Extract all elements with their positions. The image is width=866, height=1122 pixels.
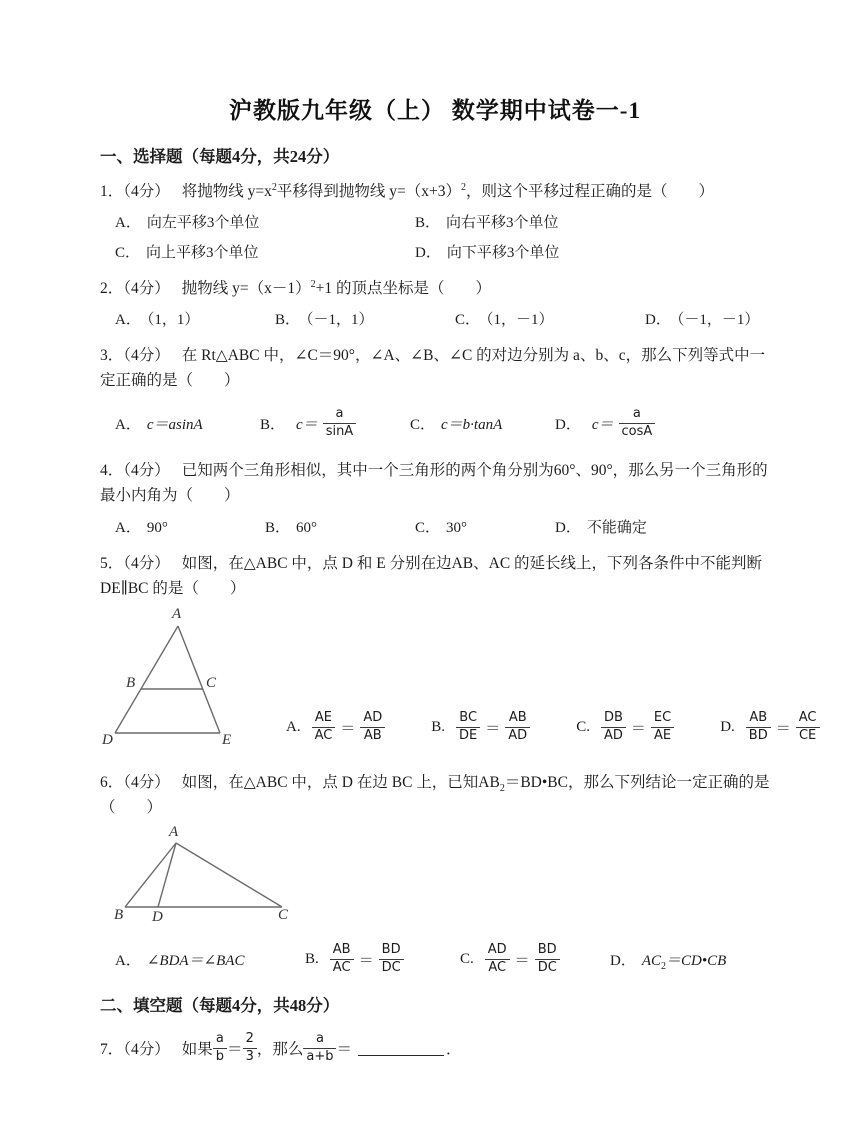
option-a [115, 308, 275, 329]
fraction-denominator: AC [488, 959, 507, 975]
fraction [330, 943, 354, 976]
option-d [720, 711, 819, 744]
stem-text: 将抛物线 y=x [181, 183, 272, 200]
stem-text: ＝BD•BC，那么下列结论一定正确的是 [504, 773, 770, 791]
option-text: 向左平移3个单位 [146, 215, 260, 232]
answer-blank [358, 1041, 444, 1056]
vertex-label-c: C [206, 674, 217, 691]
option-a [286, 711, 385, 744]
fraction [505, 711, 530, 744]
fraction [651, 711, 674, 744]
fraction-numerator: BC [456, 711, 480, 728]
option-label: D． [645, 312, 671, 329]
question-1-options [100, 211, 770, 262]
option-text: 向下平移3个单位 [446, 245, 560, 262]
option-label: C. [576, 718, 590, 735]
section-choice-heading: 一、选择题（每题4分，共24分） [100, 147, 340, 166]
vertex-label-c: C [278, 906, 289, 923]
stem-text: 在 Rt△ABC 中，∠C＝90°，∠A、∠B、∠C 的对边分别为 a、b、c，那么下列等式中一定正确的是（ ） [100, 347, 766, 390]
option-text: 不能确定 [586, 519, 647, 536]
option-label: C． [115, 245, 141, 262]
option-a [115, 211, 415, 232]
stem-text: ，那么 [256, 1041, 304, 1059]
formula-prefix: c＝ [296, 417, 318, 434]
superscript: 2 [461, 181, 466, 193]
question-1-number: 1．（4分） [100, 183, 170, 200]
vertex-label-b: B [126, 674, 136, 691]
vertex-label-b: B [114, 906, 124, 923]
option-d [645, 308, 770, 329]
fraction-numerator: 2 [243, 1032, 257, 1049]
fraction-numerator: AC [796, 711, 820, 728]
option-label: A． [115, 417, 141, 434]
option-c [455, 308, 645, 329]
question-6-figure [114, 823, 304, 929]
fraction [601, 711, 626, 744]
fraction [746, 711, 771, 744]
option-text: 向右平移3个单位 [446, 215, 559, 232]
fraction-numerator: AD [360, 711, 385, 728]
question-2-options [100, 308, 770, 329]
option-label: A． [115, 215, 141, 232]
equals-sign: ＝ [340, 720, 356, 737]
fraction [796, 711, 820, 744]
fraction-denominator: AC [314, 727, 333, 743]
fraction-numerator: AB [746, 711, 771, 728]
vertex-label-a: A [169, 823, 179, 840]
fraction-denominator: DE [459, 727, 478, 743]
subscript: 2 [499, 782, 505, 794]
question-5-body [100, 605, 817, 754]
option-b [260, 407, 410, 440]
fraction-denominator: sinA [325, 424, 354, 440]
option-label: B. [305, 950, 319, 967]
option-formula: ∠BDA＝∠BAC [146, 952, 245, 969]
fraction-denominator: AB [363, 727, 382, 743]
vertex-label-d: D [152, 908, 163, 925]
option-d [415, 241, 770, 262]
option-b [305, 943, 460, 976]
equals-sign: ＝ [630, 720, 646, 737]
superscript: 2 [310, 278, 316, 290]
fraction-denominator: DC [537, 959, 557, 975]
fraction [303, 1032, 336, 1065]
formula-prefix: AC [641, 952, 662, 969]
fraction-denominator: b [215, 1048, 225, 1064]
question-7-number: 7．（4分） [100, 1041, 170, 1059]
option-text: 90° [146, 519, 168, 536]
fraction-denominator: AE [654, 727, 672, 743]
fraction [619, 407, 656, 440]
option-label: D. [720, 718, 735, 735]
option-text: （－1，－1） [676, 312, 760, 329]
question-3 [100, 343, 770, 440]
option-label: A． [115, 519, 141, 536]
option-c [576, 711, 674, 744]
question-6-options [100, 943, 770, 976]
question-5 [100, 551, 817, 754]
fraction [323, 407, 357, 440]
option-label: A． [115, 952, 141, 969]
option-c [410, 413, 555, 434]
question-2-number: 2．（4分） [100, 280, 170, 298]
fraction-denominator: DC [381, 959, 401, 975]
option-label: A. [286, 718, 301, 735]
fraction [243, 1032, 257, 1065]
option-b [265, 516, 415, 537]
option-formula: c＝b·tanA [441, 417, 503, 434]
option-label: C. [460, 950, 474, 967]
question-6 [100, 770, 770, 976]
option-text: 30° [446, 519, 468, 536]
option-label: A． [115, 312, 141, 329]
option-text: 60° [296, 519, 318, 536]
fraction [456, 711, 480, 744]
fraction-denominator: 3 [245, 1048, 254, 1064]
question-1-stem [100, 179, 770, 204]
stem-text: +1 的顶点坐标是（ ） [315, 280, 492, 298]
section-fill-heading: 二、填空题（每题4分，共48分） [100, 995, 340, 1015]
question-4-options [100, 516, 770, 537]
formula-suffix: ＝CD•CB [666, 952, 727, 969]
option-d [555, 516, 770, 537]
fraction-numerator: BD [379, 943, 404, 960]
option-text: 向上平移3个单位 [146, 245, 259, 262]
stem-text: （ ） [100, 798, 163, 816]
fraction-numerator: AD [485, 943, 510, 960]
option-label: C． [455, 312, 481, 329]
question-5-options [286, 711, 820, 754]
question-2 [100, 276, 770, 329]
fraction-numerator: a [619, 407, 656, 424]
page-title: 沪教版九年级（上） 数学期中试卷一-1 [229, 98, 641, 123]
equals-sign: ＝ [485, 720, 501, 737]
option-c [115, 241, 415, 262]
question-3-options [100, 407, 770, 440]
question-3-number: 3．（4分） [100, 347, 170, 365]
equals-sign: ＝ [336, 1041, 352, 1059]
question-5-number: 5．（4分） [100, 554, 170, 572]
fraction-numerator: BD [535, 943, 560, 960]
option-label: D． [610, 952, 636, 969]
option-label: B. [431, 718, 446, 735]
option-d [555, 407, 770, 440]
question-5-stem [100, 551, 770, 601]
option-b [415, 211, 770, 232]
fraction-denominator: AD [603, 727, 623, 743]
option-d [610, 949, 726, 970]
option-text: （1，－1） [486, 312, 554, 329]
fraction [360, 711, 385, 744]
option-text: （1，1） [146, 312, 200, 329]
option-label: C． [410, 417, 436, 434]
fraction-denominator: AD [508, 727, 528, 743]
fraction-numerator: AE [312, 711, 336, 728]
option-label: D． [415, 245, 441, 262]
equals-sign: ＝ [358, 952, 374, 969]
question-3-stem [100, 343, 770, 393]
fraction [213, 1032, 227, 1065]
superscript: 2 [271, 181, 277, 193]
stem-text: 已知两个三角形相似，其中一个三角形的两个角分别为60°、90°，那么另一个三角形的最小内角为（ ） [100, 462, 768, 505]
option-c [415, 516, 555, 537]
triangle-figure [114, 827, 304, 929]
question-5-figure [100, 605, 250, 754]
vertex-label-d: D [102, 731, 113, 748]
stem-text: 如图，在△ABC 中，点 D 和 E 分别在边AB、AC 的延长线上，下列各条件中不能判断 DE∥BC 的是（ ） [100, 554, 763, 597]
fraction-denominator: cosA [621, 424, 653, 440]
option-formula: c＝asinA [146, 417, 203, 434]
fraction [485, 943, 510, 976]
question-1 [100, 179, 770, 262]
question-6-number: 6．（4分） [100, 773, 170, 791]
fraction-numerator: a [303, 1032, 336, 1049]
question-2-stem [100, 276, 770, 301]
question-4 [100, 458, 770, 536]
fraction-denominator: BD [748, 727, 768, 743]
stem-text: 平移得到抛物线 y=（x+3） [276, 183, 461, 200]
option-label: C． [415, 519, 441, 536]
fraction-numerator: AB [330, 943, 354, 960]
stem-text: 如图，在△ABC 中，点 D 在边 BC 上，已知AB [181, 773, 500, 791]
option-label: B． [415, 215, 441, 232]
equals-sign: ＝ [227, 1041, 243, 1059]
option-label: B． [260, 417, 286, 434]
option-a [115, 949, 305, 970]
subscript: 2 [661, 960, 667, 972]
question-6-stem [100, 770, 770, 820]
fraction [535, 943, 560, 976]
fraction-denominator: CE [798, 727, 817, 743]
fraction-numerator: DB [601, 711, 626, 728]
option-label: D． [555, 417, 581, 434]
stem-text: 抛物线 y=（x－1） [181, 280, 311, 298]
option-c [460, 943, 610, 976]
formula-prefix: c＝ [591, 417, 614, 434]
option-a [115, 516, 265, 537]
option-label: B． [275, 312, 301, 329]
question-7 [100, 1032, 770, 1065]
fraction [312, 711, 336, 744]
equals-sign: ＝ [514, 952, 530, 969]
stem-text: ． [446, 1041, 462, 1059]
fraction-numerator: AB [505, 711, 530, 728]
option-text: （－1，1） [306, 312, 374, 329]
fraction-numerator: a [323, 407, 357, 424]
vertex-label-a: A [172, 605, 182, 622]
fraction-numerator: a [213, 1032, 227, 1049]
option-a [115, 413, 260, 434]
question-4-number: 4．（4分） [100, 462, 170, 480]
option-b [431, 711, 530, 744]
question-7-stem [100, 1032, 770, 1065]
option-label: D． [555, 519, 581, 536]
fraction [379, 943, 404, 976]
option-label: B． [265, 519, 291, 536]
stem-text: 如果 [181, 1041, 213, 1059]
stem-text: ，则这个平移过程正确的是（ ） [466, 183, 715, 200]
equals-sign: ＝ [775, 720, 791, 737]
fraction-numerator: EC [651, 711, 674, 728]
vertex-label-e: E [222, 731, 232, 748]
question-4-stem [100, 458, 770, 508]
option-b [275, 308, 455, 329]
fraction-denominator: a+b [306, 1048, 334, 1064]
fraction-denominator: AC [332, 959, 351, 975]
